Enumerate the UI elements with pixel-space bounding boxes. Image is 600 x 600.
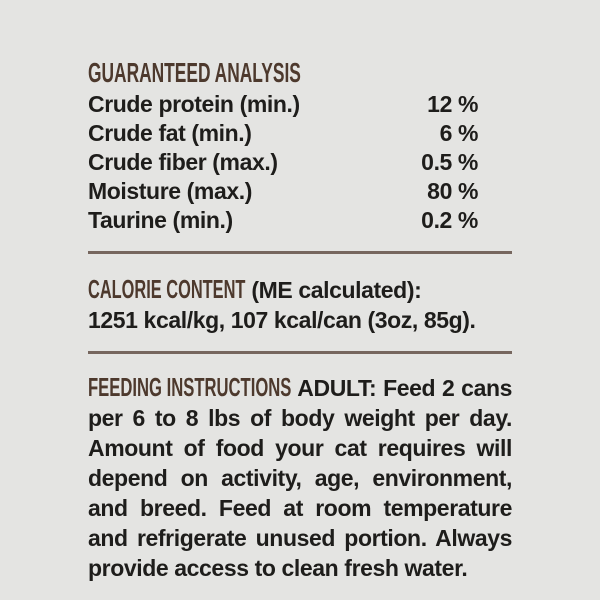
analysis-row-value: 0.5 % xyxy=(421,149,478,175)
feeding-instructions-title: FEEDING INSTRUCTIONS xyxy=(88,372,292,402)
analysis-row-label: Crude fiber (max.) xyxy=(88,149,278,175)
analysis-row-moisture xyxy=(88,177,512,206)
section-divider-top xyxy=(88,251,512,254)
feeding-lifestage-label: ADULT: xyxy=(297,375,377,401)
analysis-row-label: Taurine (min.) xyxy=(88,207,233,233)
guaranteed-analysis-table xyxy=(88,90,512,235)
feeding-instructions-section xyxy=(88,372,512,583)
analysis-row-crude-fiber xyxy=(88,148,512,177)
analysis-row-label: Crude protein (min.) xyxy=(88,91,300,117)
analysis-row-value: 0.2 % xyxy=(421,207,478,233)
analysis-row-taurine xyxy=(88,206,512,235)
guaranteed-analysis-heading xyxy=(88,58,512,88)
analysis-row-label: Moisture (max.) xyxy=(88,178,252,204)
calorie-content-subtitle: (ME calculated): xyxy=(251,277,422,303)
calorie-content-heading-line xyxy=(88,274,512,305)
analysis-row-value: 6 % xyxy=(439,120,478,146)
feeding-body-text: Feed 2 cans per 6 to 8 lbs of body weight per day. Amount of food your cat requires will depend on activity, age, environment, and breed. Feed at room temperature and refrigerate unused portion. Always provide access to clean fresh water. xyxy=(88,375,512,581)
calorie-content-title: CALORIE CONTENT xyxy=(88,274,246,304)
guaranteed-analysis-title: GUARANTEED ANALYSIS xyxy=(88,57,301,88)
analysis-row-crude-fat xyxy=(88,119,512,148)
analysis-row-value: 12 % xyxy=(427,91,478,117)
label-content xyxy=(88,58,512,583)
analysis-row-value: 80 % xyxy=(427,178,478,204)
section-divider-bottom xyxy=(88,351,512,354)
analysis-row-crude-protein xyxy=(88,90,512,119)
calorie-content-detail: 1251 kcal/kg, 107 kcal/can (3oz, 85g). xyxy=(88,307,476,333)
analysis-row-label: Crude fat (min.) xyxy=(88,120,252,146)
calorie-content-section xyxy=(88,274,512,335)
